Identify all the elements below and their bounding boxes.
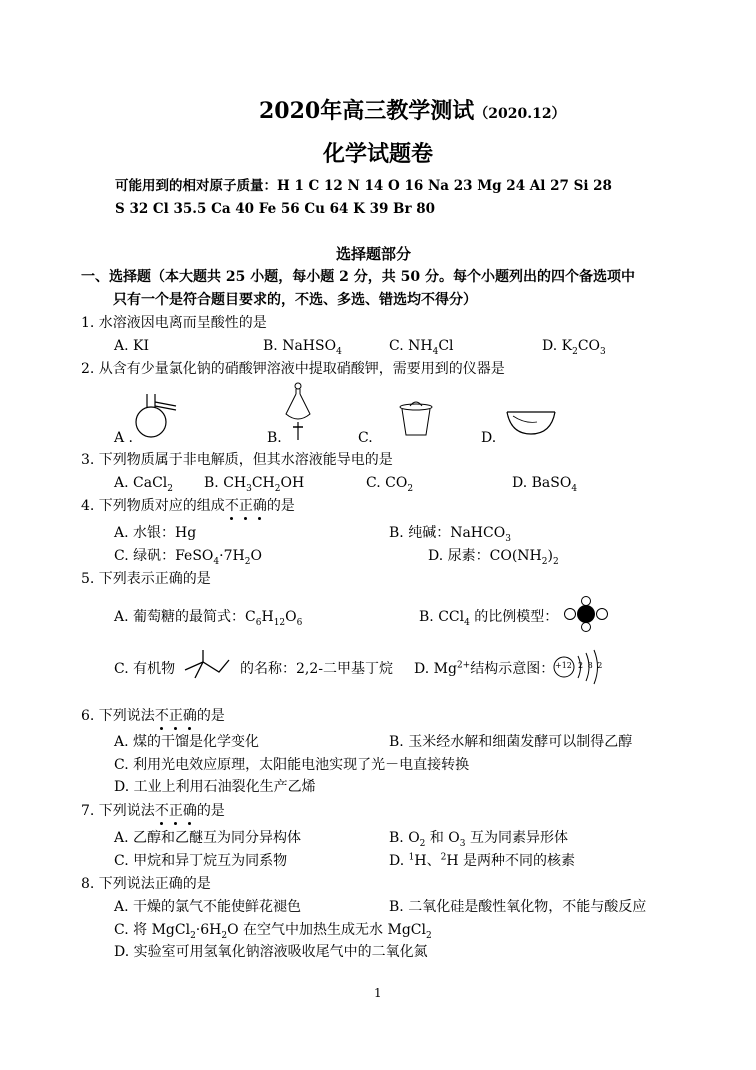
q8-stem: 8. 下列说法正确的是	[81, 876, 211, 892]
page-title	[259, 94, 566, 125]
round-bottom-flask-icon	[134, 390, 184, 442]
atom-nucleus-label: +12	[555, 661, 572, 670]
q1-option-b: B. NaHSO$_4$	[263, 338, 342, 357]
q5-option-b: B. CCl$_4$ 的比例模型：	[419, 609, 559, 628]
evaporating-dish-icon	[505, 408, 557, 438]
q6-option-c: C. 利用光电效应原理，太阳能电池实现了光－电直接转换	[114, 757, 470, 773]
q7-option-d: D. $^1$H、$^2$H 是两种不同的核素	[389, 852, 575, 869]
section-instructions-1: 一、选择题（本大题共 25 小题，每小题 2 分，共 50 分。每个小题列出的四个备选项中	[81, 269, 635, 285]
q3-option-c: C. $CO_2$	[366, 475, 414, 494]
q6-option-d: D. 工业上利用石油裂化生产乙烯	[114, 779, 316, 795]
title-main: 2020年高三教学测试	[259, 98, 475, 124]
q6-option-b: B. 玉米经水解和细菌发酵可以制得乙醇	[389, 734, 633, 750]
q8-option-b: B. 二氧化硅是酸性氧化物，不能与酸反应	[389, 899, 647, 915]
q8-option-c: C. 将 $MgCl_2\cdot 6H_2O$ 在空气中加热生成无水 MgCl$_2$	[114, 922, 432, 941]
q2-stem: 2. 从含有少量氯化钠的硝酸钾溶液中提取硝酸钾，需要用到的仪器是	[81, 361, 505, 377]
atomic-mass-line-2: S 32 Cl 35.5 Ca 40 Fe 56 Cu 64 K 39 Br 80	[115, 201, 436, 217]
q2-option-d: D.	[481, 430, 497, 446]
q5-stem: 5. 下列表示正确的是	[81, 571, 211, 587]
q1-option-a: A. KI	[114, 338, 149, 354]
skeletal-formula-icon	[181, 648, 233, 682]
q7-option-a: A. 乙醇和乙醚互为同分异构体	[114, 830, 302, 846]
q5-option-c-name: 的名称：2,2-二甲基丁烷	[240, 661, 393, 677]
q1-option-d: D. $K_2CO_3$	[542, 338, 606, 357]
q4-option-b: B. 纯碱：NaHCO$_3$	[389, 525, 511, 544]
q2-option-b: B.	[267, 430, 282, 446]
q4-option-d: D. 尿素：$CO(NH_2)_2$	[428, 548, 559, 567]
q7-option-b: B. $O_2$ 和 $O_3$ 互为同素异形体	[389, 830, 568, 849]
q4-option-c: C. 绿矾：$FeSO_4\cdot 7H_2O$	[114, 548, 262, 567]
atom-shell-electrons: 2 8 2	[578, 661, 604, 670]
q4-stem: 4. 下列物质对应的组成不正确的是	[81, 498, 295, 514]
q7-stem: 7. 下列说法不正确的是	[81, 803, 225, 819]
q5-option-c: C. 有机物	[114, 661, 176, 677]
q3-option-d: D. BaSO$_4$	[512, 475, 578, 494]
title-date: （2020.12）	[474, 106, 566, 122]
section-heading: 选择题部分	[336, 245, 412, 263]
q8-option-a: A. 干燥的氯气不能使鲜花褪色	[114, 899, 302, 915]
q4-option-a: A. 水银：Hg	[114, 525, 197, 541]
ccl4-space-filling-model-icon	[563, 596, 609, 632]
q1-option-c: C. $NH_4Cl$	[389, 338, 454, 357]
q6-stem: 6. 下列说法不正确的是	[81, 708, 225, 724]
separatory-funnel-icon	[283, 382, 313, 444]
q2-option-c: C.	[358, 430, 373, 446]
q1-stem: 1. 水溶液因电离而呈酸性的是	[81, 315, 267, 331]
q3-option-b: B. $CH_3CH_2OH$	[204, 475, 305, 494]
q7-option-c: C. 甲烷和异丁烷互为同系物	[114, 853, 288, 869]
q8-option-d: D. 实验室可用氢氧化钠溶液吸收尾气中的二氧化氮	[114, 944, 428, 960]
q6-option-a: A. 煤的干馏是化学变化	[114, 734, 260, 750]
q3-stem: 3. 下列物质属于非电解质，但其水溶液能导电的是	[81, 452, 393, 468]
q2-option-a: A .	[114, 430, 134, 446]
page-subtitle: 化学试题卷	[323, 141, 434, 167]
q3-option-a: A. CaCl$_2$	[114, 475, 173, 494]
section-instructions-2: 只有一个是符合题目要求的，不选、多选、错选均不得分）	[113, 292, 477, 308]
q5-option-a: A. 葡萄糖的最简式：$C_6H_{12}O_6$	[114, 609, 303, 628]
page-number: 1	[374, 986, 382, 1000]
atomic-mass-line-1: 可能用到的相对原子质量：H 1 C 12 N 14 O 16 Na 23 Mg 24 Al 27 Si 28	[115, 178, 612, 194]
q5-option-d: D. $Mg^{2+}$结构示意图：	[414, 660, 555, 677]
crucible-icon	[394, 400, 438, 440]
